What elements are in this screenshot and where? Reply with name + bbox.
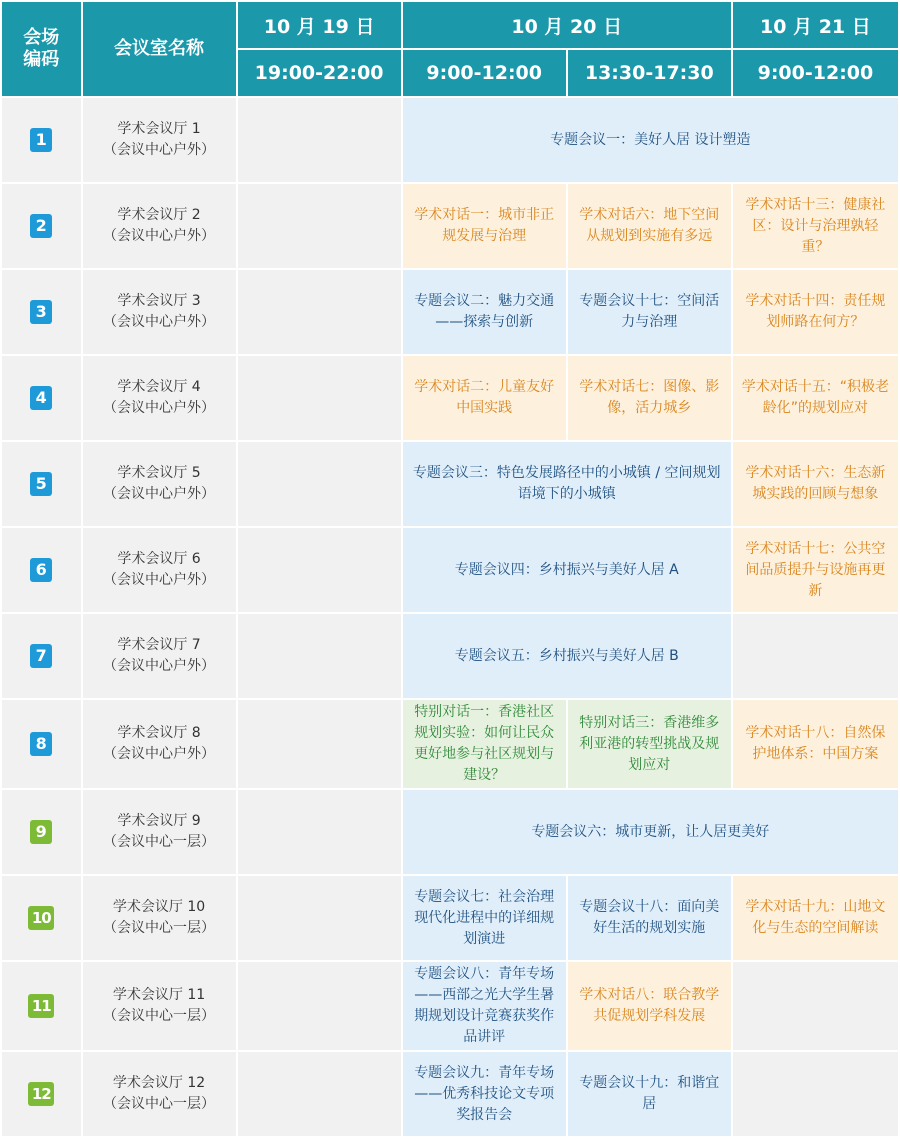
- room-name-cell: [83, 356, 236, 440]
- room-name-cell: [83, 270, 236, 354]
- room-location: （会议中心一层）: [103, 1096, 216, 1112]
- room-name-cell: [83, 962, 236, 1050]
- session-cell: 专题会议一：美好人居 设计塑造: [403, 98, 898, 182]
- room-name: 学术会议厅 7: [117, 637, 201, 653]
- session-cell: 专题会议三：特色发展路径中的小城镇 / 空间规划语境下的小城镇: [403, 442, 731, 526]
- room-name: 学术会议厅 5: [117, 465, 201, 481]
- session-cell: 特别对话三：香港维多利亚港的转型挑战及规划应对: [568, 700, 731, 788]
- table-row: [2, 442, 898, 526]
- session-cell: 特别对话一：香港社区规划实验：如何让民众更好地参与社区规划与建设？: [403, 700, 566, 788]
- room-name-cell: [83, 98, 236, 182]
- session-cell-oct19-empty: [238, 270, 401, 354]
- table-row: [2, 700, 898, 788]
- room-name: 学术会议厅 2: [117, 207, 201, 223]
- room-location: （会议中心户外）: [103, 314, 216, 330]
- session-cell: 学术对话十三：健康社区：设计与治理孰轻重？: [733, 184, 898, 268]
- room-name-cell: [83, 442, 236, 526]
- table-row: [2, 876, 898, 960]
- header-room-name: 会议室名称: [83, 2, 236, 96]
- session-cell-oct19-empty: [238, 614, 401, 698]
- venue-code-badge: 2: [30, 214, 52, 238]
- venue-code-cell: [2, 1052, 81, 1136]
- room-name: 学术会议厅 11: [112, 987, 206, 1003]
- session-cell: 学术对话七：图像、影像，活力城乡: [568, 356, 731, 440]
- header-time-oct19-evening: 19:00-22:00: [238, 50, 401, 96]
- session-cell-oct19-empty: [238, 876, 401, 960]
- table-row: [2, 614, 898, 698]
- session-cell-oct19-empty: [238, 356, 401, 440]
- session-cell-oct19-empty: [238, 962, 401, 1050]
- table-row: [2, 790, 898, 874]
- venue-code-cell: [2, 790, 81, 874]
- header-time-oct21-morning: 9:00-12:00: [733, 50, 898, 96]
- session-cell: 专题会议六：城市更新，让人居更美好: [403, 790, 898, 874]
- session-cell: 专题会议十八：面向美好生活的规划实施: [568, 876, 731, 960]
- room-name: 学术会议厅 3: [117, 293, 201, 309]
- table-body: [2, 98, 898, 1136]
- room-location: （会议中心户外）: [103, 228, 216, 244]
- table-row: [2, 528, 898, 612]
- venue-code-badge: 7: [30, 644, 52, 668]
- room-location: （会议中心一层）: [103, 834, 216, 850]
- room-name: 学术会议厅 1: [117, 121, 201, 137]
- venue-code-cell: [2, 442, 81, 526]
- venue-code-badge: 4: [30, 386, 52, 410]
- session-cell-empty: [733, 614, 898, 698]
- session-cell: 专题会议九：青年专场——优秀科技论文专项奖报告会: [403, 1052, 566, 1136]
- room-name-cell: [83, 700, 236, 788]
- venue-code-badge: 3: [30, 300, 52, 324]
- session-cell: 学术对话十七：公共空间品质提升与设施再更新: [733, 528, 898, 612]
- session-cell: 学术对话十六：生态新城实践的回顾与想象: [733, 442, 898, 526]
- room-name-cell: [83, 876, 236, 960]
- venue-code-cell: [2, 184, 81, 268]
- room-name-cell: [83, 1052, 236, 1136]
- room-location: （会议中心户外）: [103, 400, 216, 416]
- session-cell-oct19-empty: [238, 184, 401, 268]
- table-row: [2, 962, 898, 1050]
- header-venue-code-label: [2, 27, 81, 71]
- session-cell: 专题会议二：魅力交通——探索与创新: [403, 270, 566, 354]
- room-name: 学术会议厅 6: [117, 551, 201, 567]
- room-name-cell: [83, 614, 236, 698]
- header-date-oct21: 10 月 21 日: [733, 2, 898, 48]
- session-cell-oct19-empty: [238, 790, 401, 874]
- header-time-oct20-afternoon: 13:30-17:30: [568, 50, 731, 96]
- session-cell: 专题会议五：乡村振兴与美好人居 B: [403, 614, 731, 698]
- venue-code-cell: [2, 614, 81, 698]
- session-cell: 专题会议七：社会治理现代化进程中的详细规划演进: [403, 876, 566, 960]
- session-cell: 学术对话十九：山地文化与生态的空间解读: [733, 876, 898, 960]
- venue-code-badge: 6: [30, 558, 52, 582]
- room-location: （会议中心户外）: [103, 142, 216, 158]
- session-cell: 学术对话十四：责任规划师路在何方？: [733, 270, 898, 354]
- session-cell-oct19-empty: [238, 700, 401, 788]
- venue-code-badge: 11: [28, 994, 54, 1018]
- session-cell: 专题会议十九：和谐宜居: [568, 1052, 731, 1136]
- venue-code-badge: 5: [30, 472, 52, 496]
- room-name: 学术会议厅 10: [112, 899, 206, 915]
- session-cell: 专题会议十七：空间活力与治理: [568, 270, 731, 354]
- room-name-cell: [83, 184, 236, 268]
- room-location: （会议中心一层）: [103, 920, 216, 936]
- room-name: 学术会议厅 4: [117, 379, 201, 395]
- venue-code-cell: [2, 270, 81, 354]
- venue-code-badge: 9: [30, 820, 52, 844]
- session-cell-oct19-empty: [238, 1052, 401, 1136]
- session-cell: 学术对话六：地下空间从规划到实施有多远: [568, 184, 731, 268]
- venue-code-badge: 10: [28, 906, 54, 930]
- venue-code-cell: [2, 528, 81, 612]
- room-location: （会议中心一层）: [103, 1008, 216, 1024]
- header-venue-code-line: 会场: [23, 27, 60, 48]
- session-cell: 学术对话八：联合教学共促规划学科发展: [568, 962, 731, 1050]
- session-cell-oct19-empty: [238, 98, 401, 182]
- session-cell: 专题会议八：青年专场——西部之光大学生暑期规划设计竞赛获奖作品讲评: [403, 962, 566, 1050]
- session-cell: 学术对话十八：自然保护地体系：中国方案: [733, 700, 898, 788]
- venue-code-cell: [2, 876, 81, 960]
- room-location: （会议中心户外）: [103, 486, 216, 502]
- session-cell-oct19-empty: [238, 528, 401, 612]
- venue-code-cell: [2, 356, 81, 440]
- header-date-oct20: 10 月 20 日: [403, 2, 731, 48]
- session-cell: 专题会议四：乡村振兴与美好人居 A: [403, 528, 731, 612]
- session-cell: 学术对话一：城市非正规发展与治理: [403, 184, 566, 268]
- room-name: 学术会议厅 9: [117, 813, 201, 829]
- table-row: [2, 1052, 898, 1136]
- venue-code-badge: 8: [30, 732, 52, 756]
- header-date-oct19: 10 月 19 日: [238, 2, 401, 48]
- header-venue-code-line: 编码: [23, 49, 60, 70]
- session-cell: 学术对话十五：“积极老龄化”的规划应对: [733, 356, 898, 440]
- venue-code-cell: [2, 98, 81, 182]
- venue-code-badge: 1: [30, 128, 52, 152]
- session-cell: 学术对话二：儿童友好 中国实践: [403, 356, 566, 440]
- table-row: [2, 184, 898, 268]
- header-venue-code: [2, 2, 81, 96]
- room-name-cell: [83, 790, 236, 874]
- venue-code-cell: [2, 962, 81, 1050]
- venue-code-badge: 12: [28, 1082, 54, 1106]
- venue-code-cell: [2, 700, 81, 788]
- room-location: （会议中心户外）: [103, 572, 216, 588]
- table-header: [2, 2, 898, 96]
- session-cell-empty: [733, 1052, 898, 1136]
- session-cell-empty: [733, 962, 898, 1050]
- session-cell-oct19-empty: [238, 442, 401, 526]
- room-name: 学术会议厅 8: [117, 725, 201, 741]
- room-location: （会议中心户外）: [103, 658, 216, 674]
- room-location: （会议中心户外）: [103, 746, 216, 762]
- room-name-cell: [83, 528, 236, 612]
- table-row: [2, 270, 898, 354]
- room-name: 学术会议厅 12: [112, 1075, 206, 1091]
- table-row: [2, 98, 898, 182]
- table-row: [2, 356, 898, 440]
- header-time-oct20-morning: 9:00-12:00: [403, 50, 566, 96]
